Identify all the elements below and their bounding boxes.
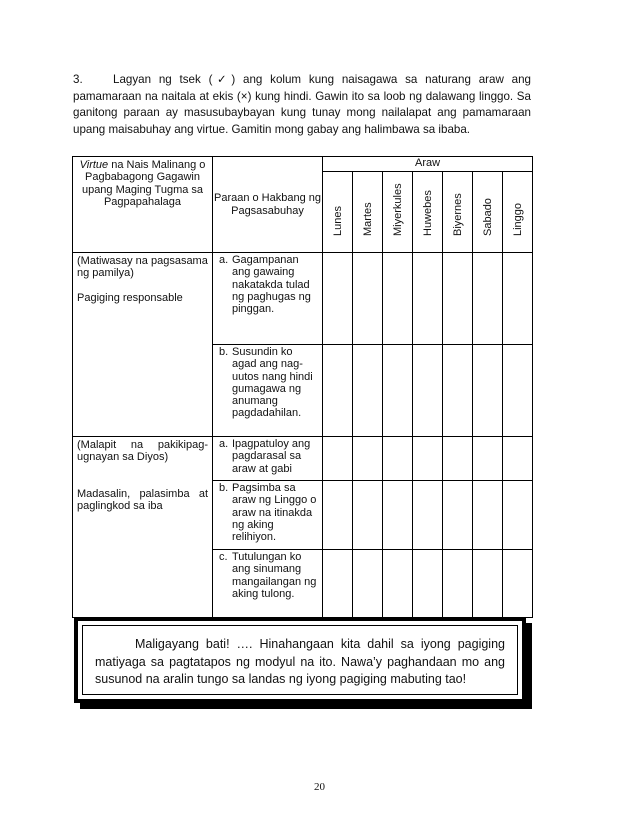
day-header-huwebes — [413, 172, 443, 253]
day-header-biyernes — [443, 172, 473, 253]
check-cell[interactable] — [413, 253, 443, 345]
check-cell[interactable] — [323, 253, 353, 345]
instruction-number: 3. — [73, 73, 83, 86]
closing-box — [74, 617, 526, 703]
day-label: Miyerkules — [391, 183, 404, 236]
day-header-linggo — [503, 172, 533, 253]
check-cell[interactable] — [503, 253, 533, 345]
virtue-value: Pagiging responsable — [77, 291, 183, 304]
check-cell[interactable] — [443, 550, 473, 618]
step-letter: b. — [219, 346, 229, 358]
check-cell[interactable] — [503, 345, 533, 437]
page-number: 20 — [314, 781, 325, 793]
step-text: Pagsimba sa araw ng Linggo o araw na itinakda ng aking relihiyon. — [232, 482, 317, 544]
step-cell — [213, 437, 323, 481]
check-cell[interactable] — [383, 437, 413, 481]
check-cell[interactable] — [353, 481, 383, 550]
check-cell[interactable] — [443, 481, 473, 550]
virtue-goal: (Matiwasay na pagsasama ng pamilya) — [77, 255, 208, 280]
check-cell[interactable] — [503, 550, 533, 618]
step-text: Gagampanan ang gawaing nakatakda tulad ng paghugas ng pinggan. — [232, 254, 311, 316]
closing-message: Maligayang bati! …. Hinahangaan kita dahil sa iyong pagiging matiyaga sa pagtatapos ng modyul na ito. Nawa’y paghandaan mo ang susunod na aralin tungo sa landas ng iyong pagiging mabuting tao! — [95, 637, 505, 686]
step-text: Ipagpatuloy ang pagdarasal sa araw at gabi — [232, 438, 311, 475]
check-cell[interactable] — [413, 437, 443, 481]
check-cell[interactable] — [323, 345, 353, 437]
header-araw: Araw — [323, 157, 533, 172]
step-letter: b. — [219, 482, 229, 494]
virtue-cell-family — [73, 253, 213, 437]
check-cell[interactable] — [473, 550, 503, 618]
header-paraan: Paraan o Hakbang ng Pagsasabuhay — [213, 157, 323, 253]
check-cell[interactable] — [323, 481, 353, 550]
step-letter: c. — [219, 551, 228, 563]
step-cell — [213, 253, 323, 345]
check-cell[interactable] — [413, 481, 443, 550]
check-cell[interactable] — [503, 481, 533, 550]
instruction-text: Lagyan ng tsek (✓) ang kolum kung naisagawa sa naturang araw ang pamamaraan na naitala at ekis (×) kung hindi. Gawin ito sa loob ng dalawang linggo. Sa ganitong paraan ay masusubaybayan kung tunay mong nailalapat ang pamamaraan upang maisabuhay ang virtue. Gamitin mong gabay ang halimbawa sa ibaba. — [73, 73, 531, 136]
check-cell[interactable] — [413, 345, 443, 437]
check-cell[interactable] — [473, 481, 503, 550]
header-virtue — [73, 157, 213, 253]
step-letter: a. — [219, 254, 229, 266]
step-text: Tutulungan ko ang sinumang mangailangan ng aking tulong. — [232, 551, 317, 600]
check-cell[interactable] — [383, 481, 413, 550]
monitoring-table — [72, 156, 533, 618]
check-cell[interactable] — [473, 345, 503, 437]
check-cell[interactable] — [443, 345, 473, 437]
check-cell[interactable] — [353, 437, 383, 481]
step-text: Susundin ko agad ang nag-uutos nang hindi gumagawa ng anumang pagdadahilan. — [232, 346, 313, 420]
check-cell[interactable] — [353, 345, 383, 437]
virtue-value: Madasalin, palasimba at paglingkod sa iba — [77, 487, 208, 512]
check-cell[interactable] — [503, 437, 533, 481]
step-cell — [213, 481, 323, 550]
check-cell[interactable] — [473, 253, 503, 345]
step-letter: a. — [219, 438, 229, 450]
day-label: Sabado — [481, 197, 494, 236]
check-cell[interactable] — [383, 253, 413, 345]
day-header-lunes — [323, 172, 353, 253]
check-cell[interactable] — [443, 437, 473, 481]
check-cell[interactable] — [413, 550, 443, 618]
check-cell[interactable] — [353, 550, 383, 618]
day-label: Huwebes — [421, 189, 434, 236]
virtue-cell-faith — [73, 437, 213, 618]
instruction-paragraph — [73, 72, 531, 138]
day-header-sabado — [473, 172, 503, 253]
day-label: Lunes — [331, 205, 344, 236]
check-cell[interactable] — [323, 437, 353, 481]
day-header-martes — [353, 172, 383, 253]
day-label: Linggo — [511, 202, 524, 236]
check-cell[interactable] — [443, 253, 473, 345]
header-virtue-italic: Virtue — [79, 159, 109, 171]
virtue-goal: (Malapit na pakikipag-ugnayan sa Diyos) — [77, 439, 208, 464]
check-cell[interactable] — [323, 550, 353, 618]
day-header-miyerkules — [383, 172, 413, 253]
step-cell — [213, 345, 323, 437]
check-cell[interactable] — [383, 345, 413, 437]
check-cell[interactable] — [383, 550, 413, 618]
header-virtue-rest: na Nais Malinang o Pagbabagong Gagawin upang Maging Tugma sa Pagpapahalaga — [81, 159, 206, 208]
day-label: Martes — [361, 202, 374, 236]
check-cell[interactable] — [473, 437, 503, 481]
closing-inner-border — [82, 625, 518, 695]
check-cell[interactable] — [353, 253, 383, 345]
step-cell — [213, 550, 323, 618]
day-label: Biyernes — [451, 192, 464, 236]
